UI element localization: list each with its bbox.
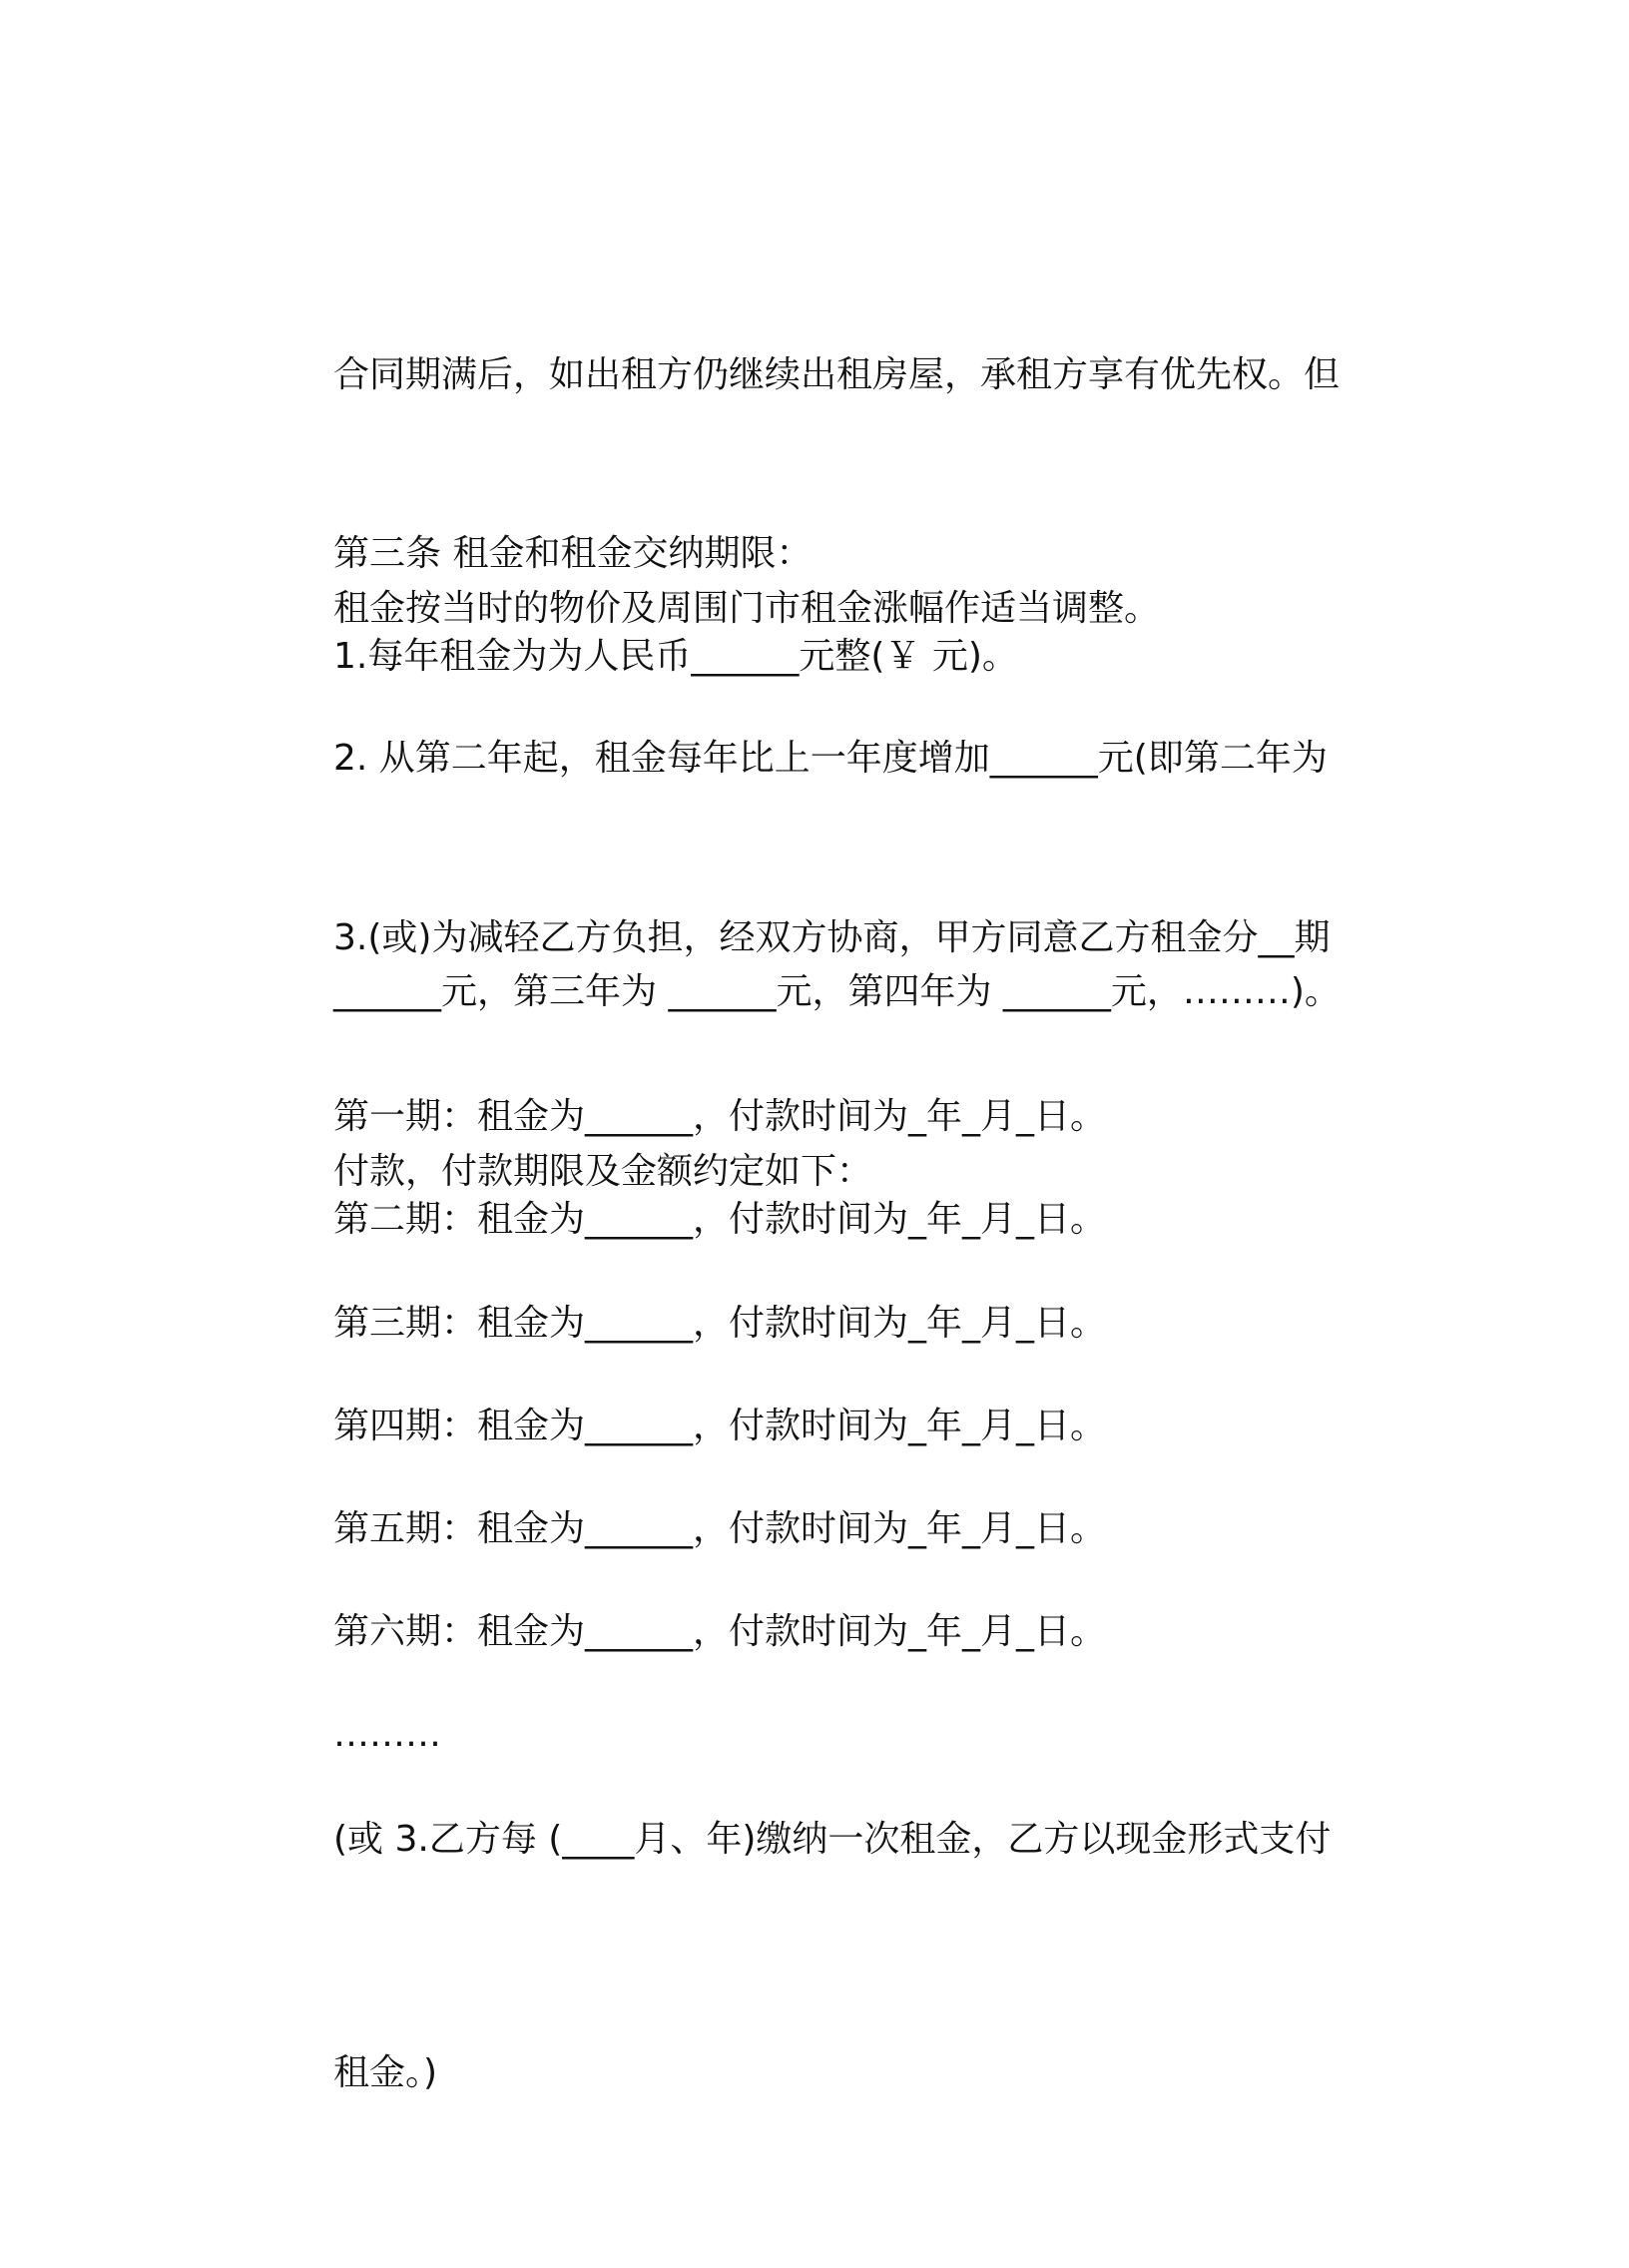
paragraph-line: 2. 从第二年起，租金每年比上一年度增加______元(即第二年为 bbox=[333, 738, 1328, 779]
paragraph-line: 租金按当时的物价及周围门市租金涨幅作适当调整。 bbox=[333, 588, 1161, 629]
paragraph-line: 租金。) bbox=[333, 2052, 438, 2093]
paragraph-line: 第四期：租金为______，付款时间为_年_月_日。 bbox=[333, 1406, 1107, 1446]
paragraph-line: 1.每年租金为为人民币______元整(￥ 元)。 bbox=[333, 636, 1018, 677]
alternative-payment-clause bbox=[238, 1645, 1375, 2268]
paragraph-line: ……… bbox=[333, 1714, 441, 1755]
paragraph-line: 第五期：租金为______，付款时间为_年_月_日。 bbox=[333, 1508, 1107, 1549]
paragraph-line: 付款，付款期限及金额约定如下： bbox=[333, 1151, 873, 1192]
paragraph-line: 3.(或)为减轻乙方负担，经双方协商，甲方同意乙方租金分__期 bbox=[333, 917, 1331, 958]
paragraph-line: 第六期：租金为______，付款时间为_年_月_日。 bbox=[333, 1611, 1107, 1652]
paragraph-line: 第一期：租金为______，付款时间为_年_月_日。 bbox=[333, 1096, 1107, 1137]
paragraph-line: (或 3.乙方每 (____月、年)缴纳一次租金，乙方以现金形式支付 bbox=[333, 1819, 1332, 1860]
paragraph-line: 第三期：租金为______，付款时间为_年_月_日。 bbox=[333, 1303, 1107, 1344]
paragraph-line: 第三条 租金和租金交纳期限： bbox=[333, 533, 813, 574]
paragraph-line: 合同期满后，如出租方仍继续出租房屋，承租方享有优先权。但 bbox=[333, 354, 1341, 395]
paragraph-line: 第二期：租金为______，付款时间为_年_月_日。 bbox=[333, 1199, 1107, 1240]
paragraph-line: ______元，第三年为 ______元，第四年为 ______元，………)。 bbox=[333, 971, 1341, 1012]
